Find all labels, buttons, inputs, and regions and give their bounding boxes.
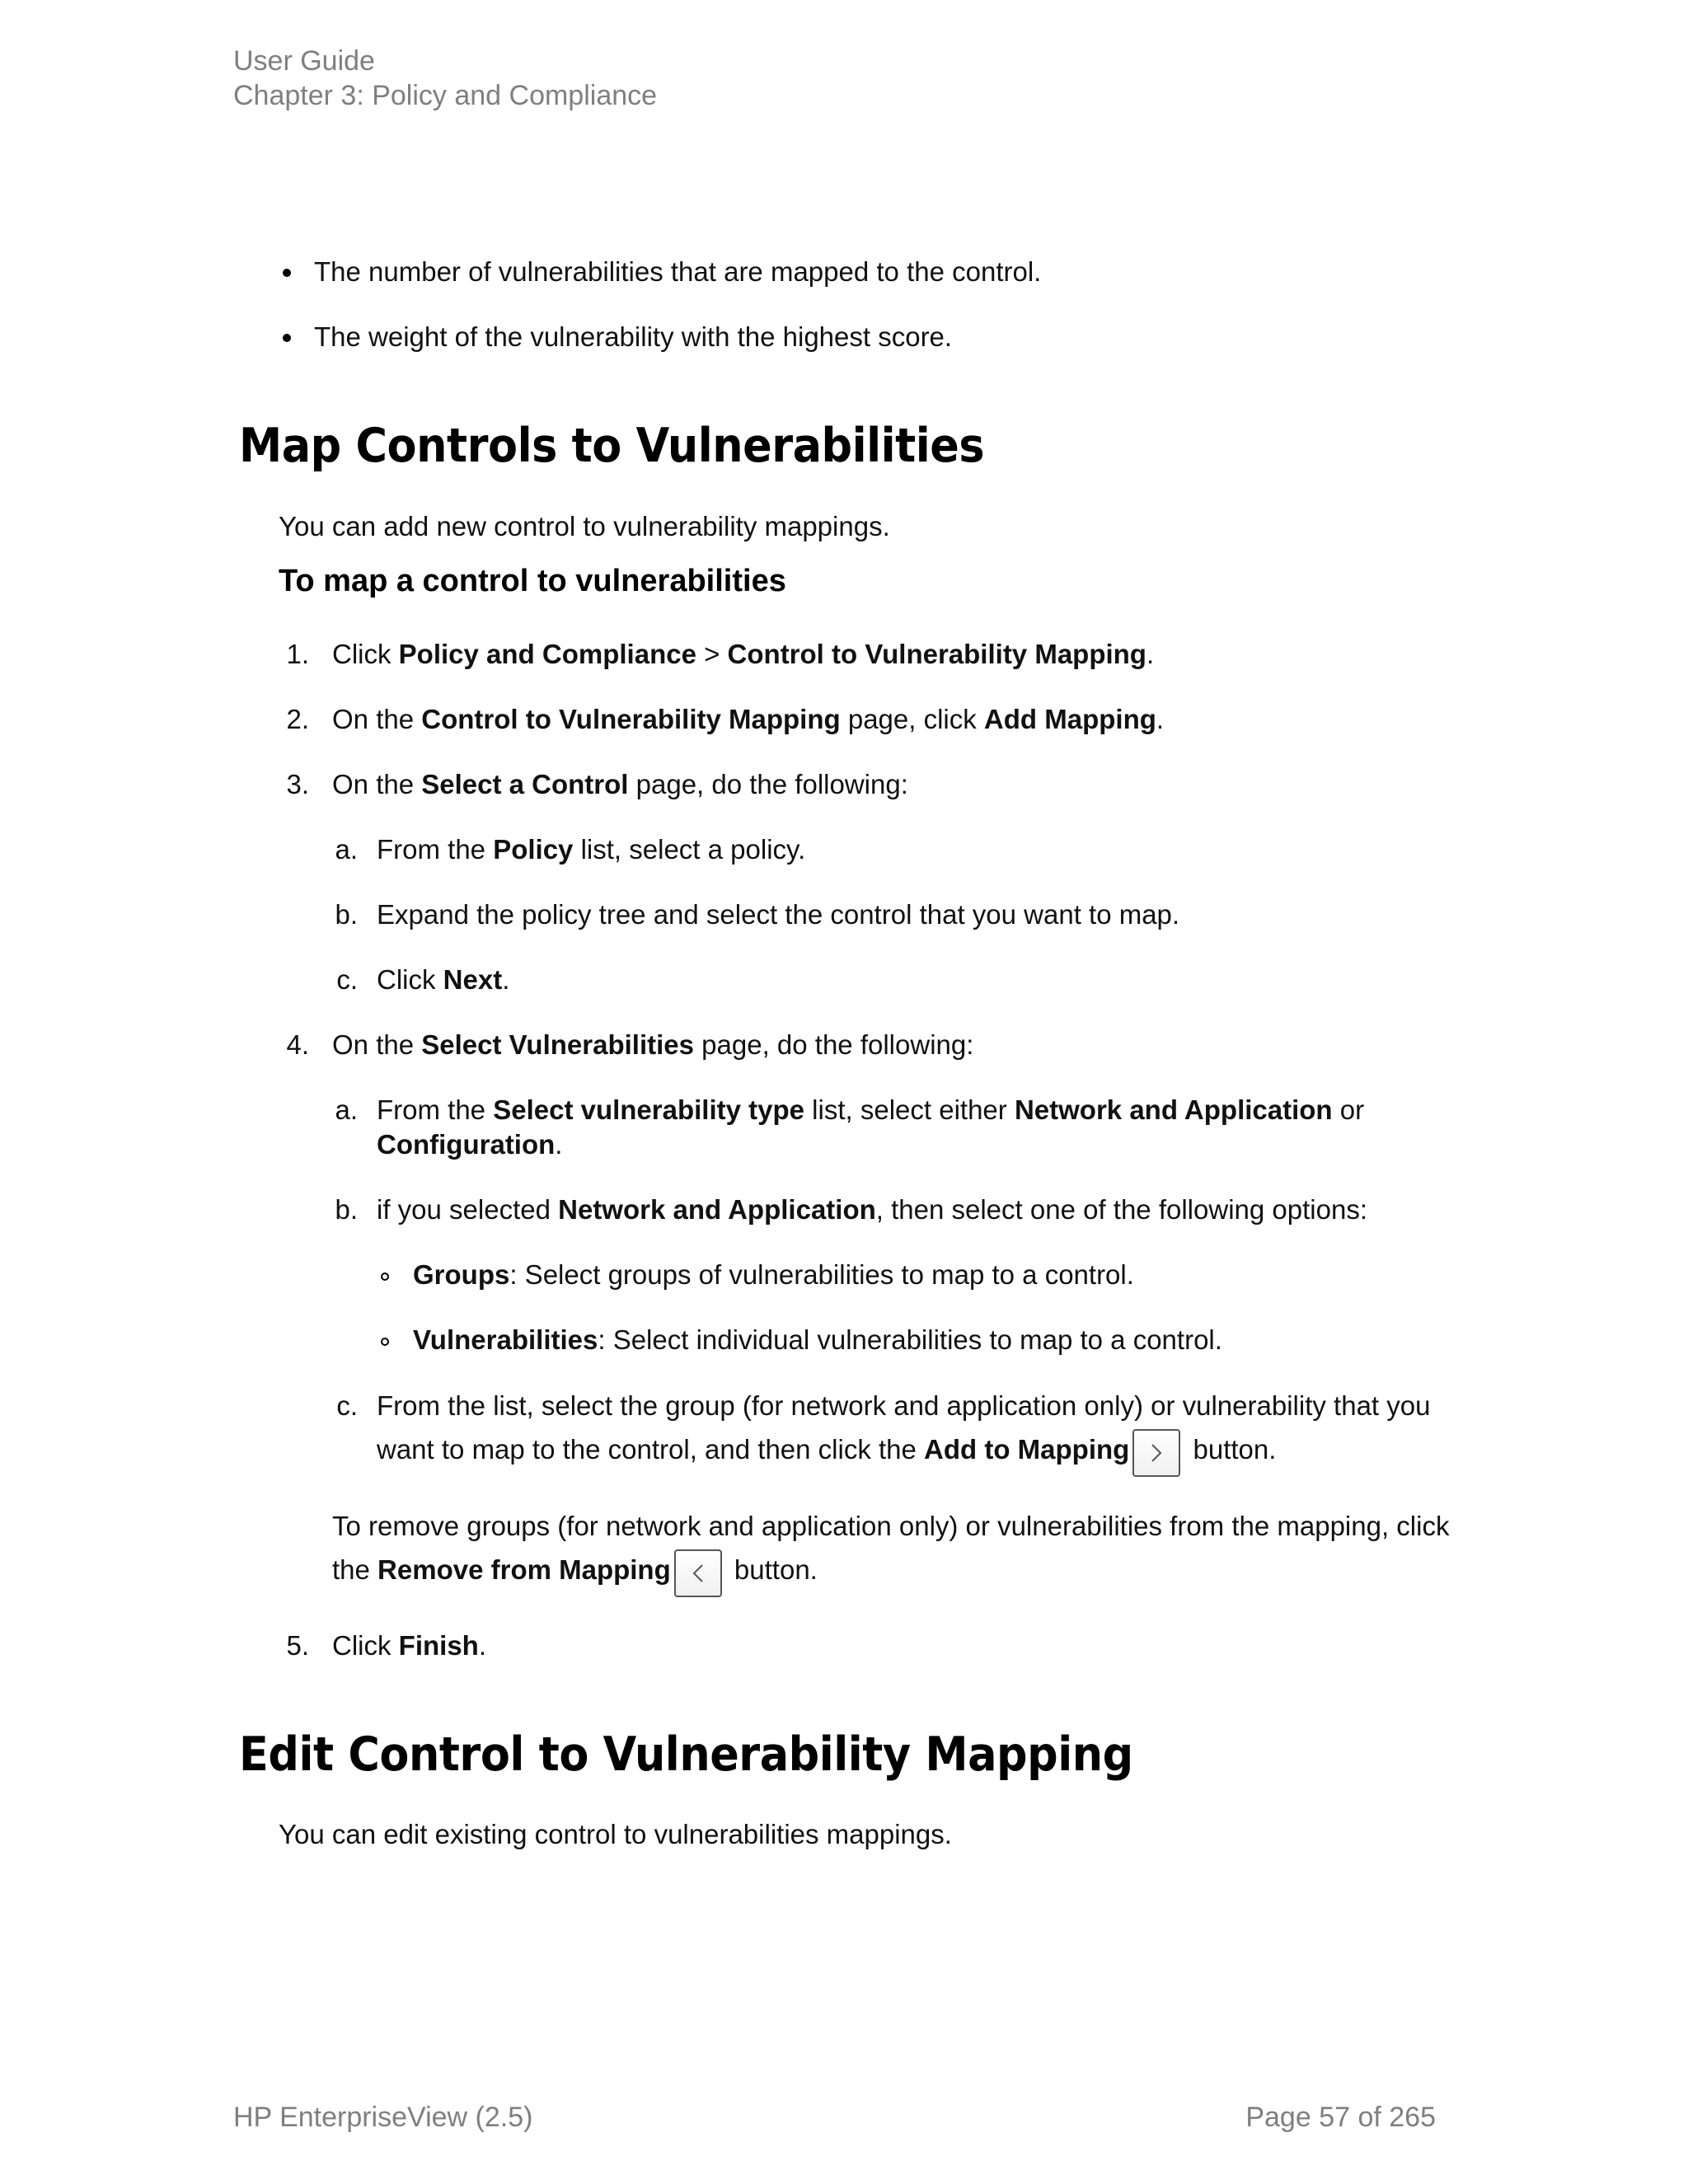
remove-note-continuation: the Remove from Mapping button.	[332, 1543, 818, 1597]
procedure-heading: To map a control to vulnerabilities	[279, 564, 786, 598]
chevron-left-icon	[692, 1563, 705, 1584]
step-1: Click Policy and Compliance > Control to Vulnerability Mapping.	[332, 639, 1155, 669]
bullet-icon	[283, 269, 291, 277]
option-vulnerabilities: Vulnerabilities: Select individual vulnerabilities to map to a control.	[413, 1324, 1222, 1355]
substep-marker: b.	[335, 899, 358, 930]
step-number: 3.	[286, 769, 309, 799]
substep-marker: a.	[335, 834, 358, 865]
section-heading: Edit Control to Vulnerability Mapping	[239, 1727, 1133, 1782]
add-to-mapping-button[interactable]	[1132, 1429, 1180, 1477]
step-number: 4.	[286, 1029, 309, 1060]
step-3c: Click Next.	[377, 964, 510, 995]
step-4b: if you selected Network and Application, then select one of the following options:	[377, 1194, 1367, 1225]
chapter-title: Chapter 3: Policy and Compliance	[233, 80, 658, 111]
step-number: 1.	[286, 639, 309, 669]
document-title: User Guide	[233, 45, 375, 77]
step-4c-continuation: want to map to the control, and then click the Add to Mapping button.	[377, 1422, 1276, 1477]
substep-marker: c.	[336, 964, 358, 995]
step-3: On the Select a Control page, do the following:	[332, 769, 908, 799]
bullet-icon	[283, 334, 291, 342]
remove-note: To remove groups (for network and application only) or vulnerabilities from the mapping, click	[332, 1511, 1450, 1541]
substep-marker: a.	[335, 1094, 358, 1125]
chevron-right-icon	[1150, 1442, 1163, 1464]
step-2: On the Control to Vulnerability Mapping page, click Add Mapping.	[332, 704, 1165, 734]
step-4c: From the list, select the group (for network and application only) or vulnerability that you	[377, 1390, 1431, 1421]
step-5: Click Finish.	[332, 1630, 487, 1661]
remove-from-mapping-button[interactable]	[674, 1549, 722, 1597]
option-groups: Groups: Select groups of vulnerabilities to map to a control.	[413, 1259, 1134, 1290]
substep-marker: c.	[336, 1390, 358, 1421]
list-item: The number of vulnerabilities that are mapped to the control.	[314, 256, 1042, 287]
circle-bullet-icon	[381, 1272, 389, 1281]
step-4a-continuation: Configuration.	[377, 1129, 563, 1160]
section-heading: Map Controls to Vulnerabilities	[239, 419, 985, 473]
section-intro: You can add new control to vulnerability mappings.	[279, 511, 890, 541]
section-intro: You can edit existing control to vulnerabilities mappings.	[279, 1819, 952, 1849]
step-3a: From the Policy list, select a policy.	[377, 834, 806, 865]
step-number: 2.	[286, 704, 309, 734]
step-3b: Expand the policy tree and select the control that you want to map.	[377, 899, 1180, 930]
circle-bullet-icon	[381, 1338, 389, 1346]
step-4: On the Select Vulnerabilities page, do the following:	[332, 1029, 974, 1060]
list-item: The weight of the vulnerability with the highest score.	[314, 321, 953, 352]
step-number: 5.	[286, 1630, 309, 1661]
step-4a: From the Select vulnerability type list, select either Network and Application or	[377, 1094, 1365, 1125]
footer-page-number: Page 57 of 265	[1245, 2102, 1436, 2133]
footer-product: HP EnterpriseView (2.5)	[233, 2102, 533, 2133]
substep-marker: b.	[335, 1194, 358, 1225]
